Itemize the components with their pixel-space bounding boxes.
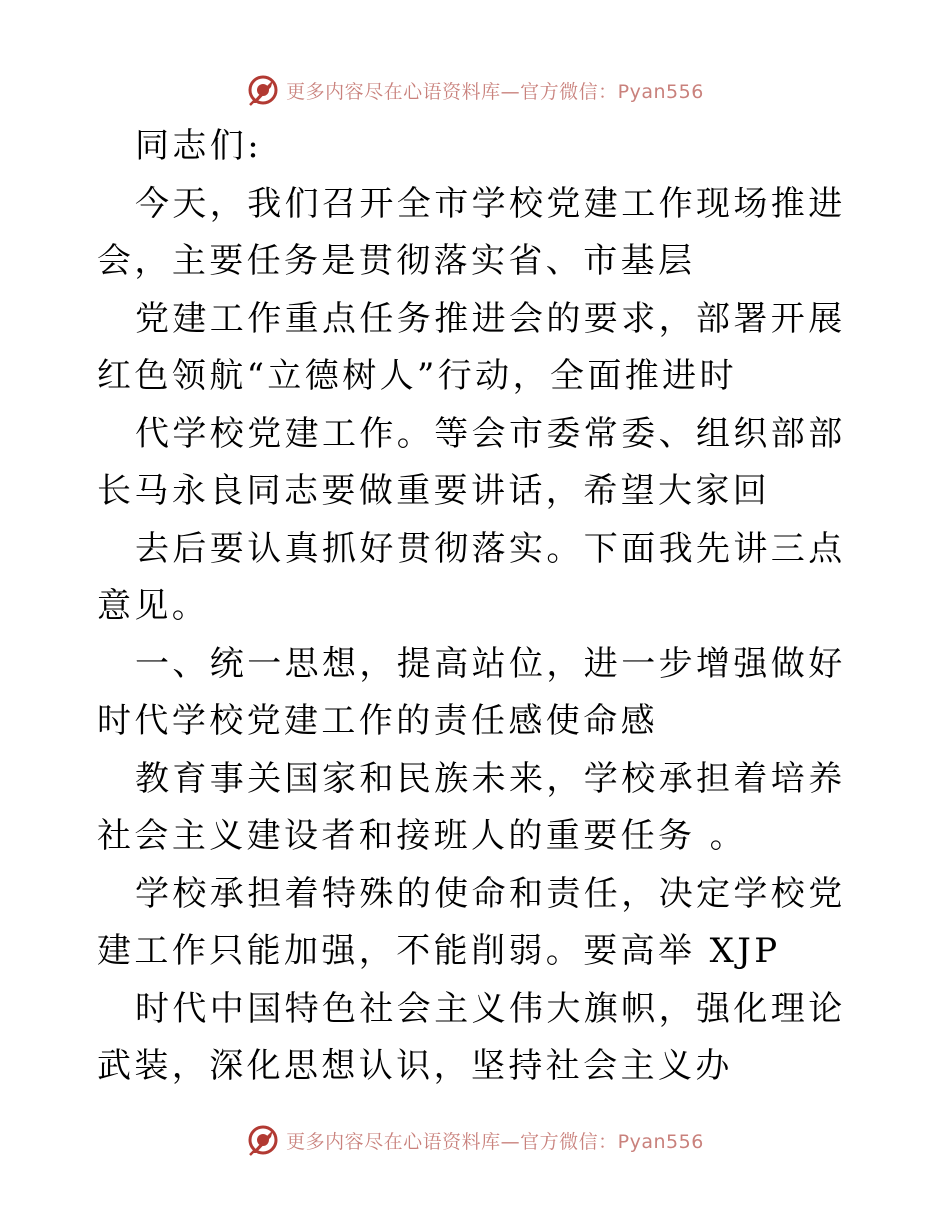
paragraph-line: 代学校党建工作。等会市委常委、组织部部长马 (97, 413, 846, 511)
paragraph (97, 751, 857, 866)
header-watermark (0, 70, 950, 110)
paragraph (97, 291, 857, 406)
paragraph (97, 866, 857, 981)
paragraph-line: 一、统一思想，提高站位，进一步增强做好时代 (97, 643, 846, 741)
document-body (97, 118, 857, 1096)
pen-logo-icon (246, 73, 280, 107)
paragraph-line: 党建工作重点任务推进会的要求，部署开展红色 (97, 298, 846, 396)
watermark-text: 更多内容尽在心语资料库—官方微信：Pyan556 (286, 1130, 704, 1153)
pen-logo-icon (246, 1123, 280, 1157)
watermark-text: 更多内容尽在心语资料库—官方微信：Pyan556 (286, 80, 704, 103)
paragraph-line: 装，深化思想认识，坚持社会主义办 (134, 1046, 733, 1086)
paragraph-line: 作只能加强，不能削弱。要高举 XJP (171, 931, 781, 971)
paragraph-line: 学校承担着特殊的使命和责任，决定学校党建工 (97, 873, 846, 971)
paragraph-line: 时代中国特色社会主义伟大旗帜，强化理论武 (97, 988, 846, 1086)
paragraph-line: 主义建设者和接班人的重要任务 。 (171, 816, 748, 856)
paragraph-line: 学校党建工作的责任感使命感 (171, 701, 659, 741)
paragraph-line: 今天，我们召开全市学校党建工作现场推进会， (97, 183, 846, 281)
paragraph-line: 见。 (134, 586, 210, 626)
paragraph (97, 176, 857, 291)
watermark-group (246, 73, 704, 107)
paragraph (97, 981, 857, 1096)
paragraph-line: 去后要认真抓好贯彻落实。下面我先讲三点意 (97, 528, 846, 626)
paragraph-line: 主要任务是贯彻落实省、市基层 (171, 241, 696, 281)
footer-watermark (0, 1120, 950, 1160)
watermark-group (246, 1123, 704, 1157)
paragraph (97, 521, 857, 636)
paragraph-line: 教育事关国家和民族未来，学校承担着培养社会 (97, 758, 846, 856)
paragraph-line: 永良同志要做重要讲话，希望大家回 (171, 471, 771, 511)
paragraph-line: 领航“立德树人”行动，全面推进时 (171, 356, 737, 396)
paragraph-salutation (97, 118, 857, 176)
section-heading (97, 636, 857, 751)
paragraph-line: 同志们: (135, 126, 263, 166)
paragraph (97, 406, 857, 521)
